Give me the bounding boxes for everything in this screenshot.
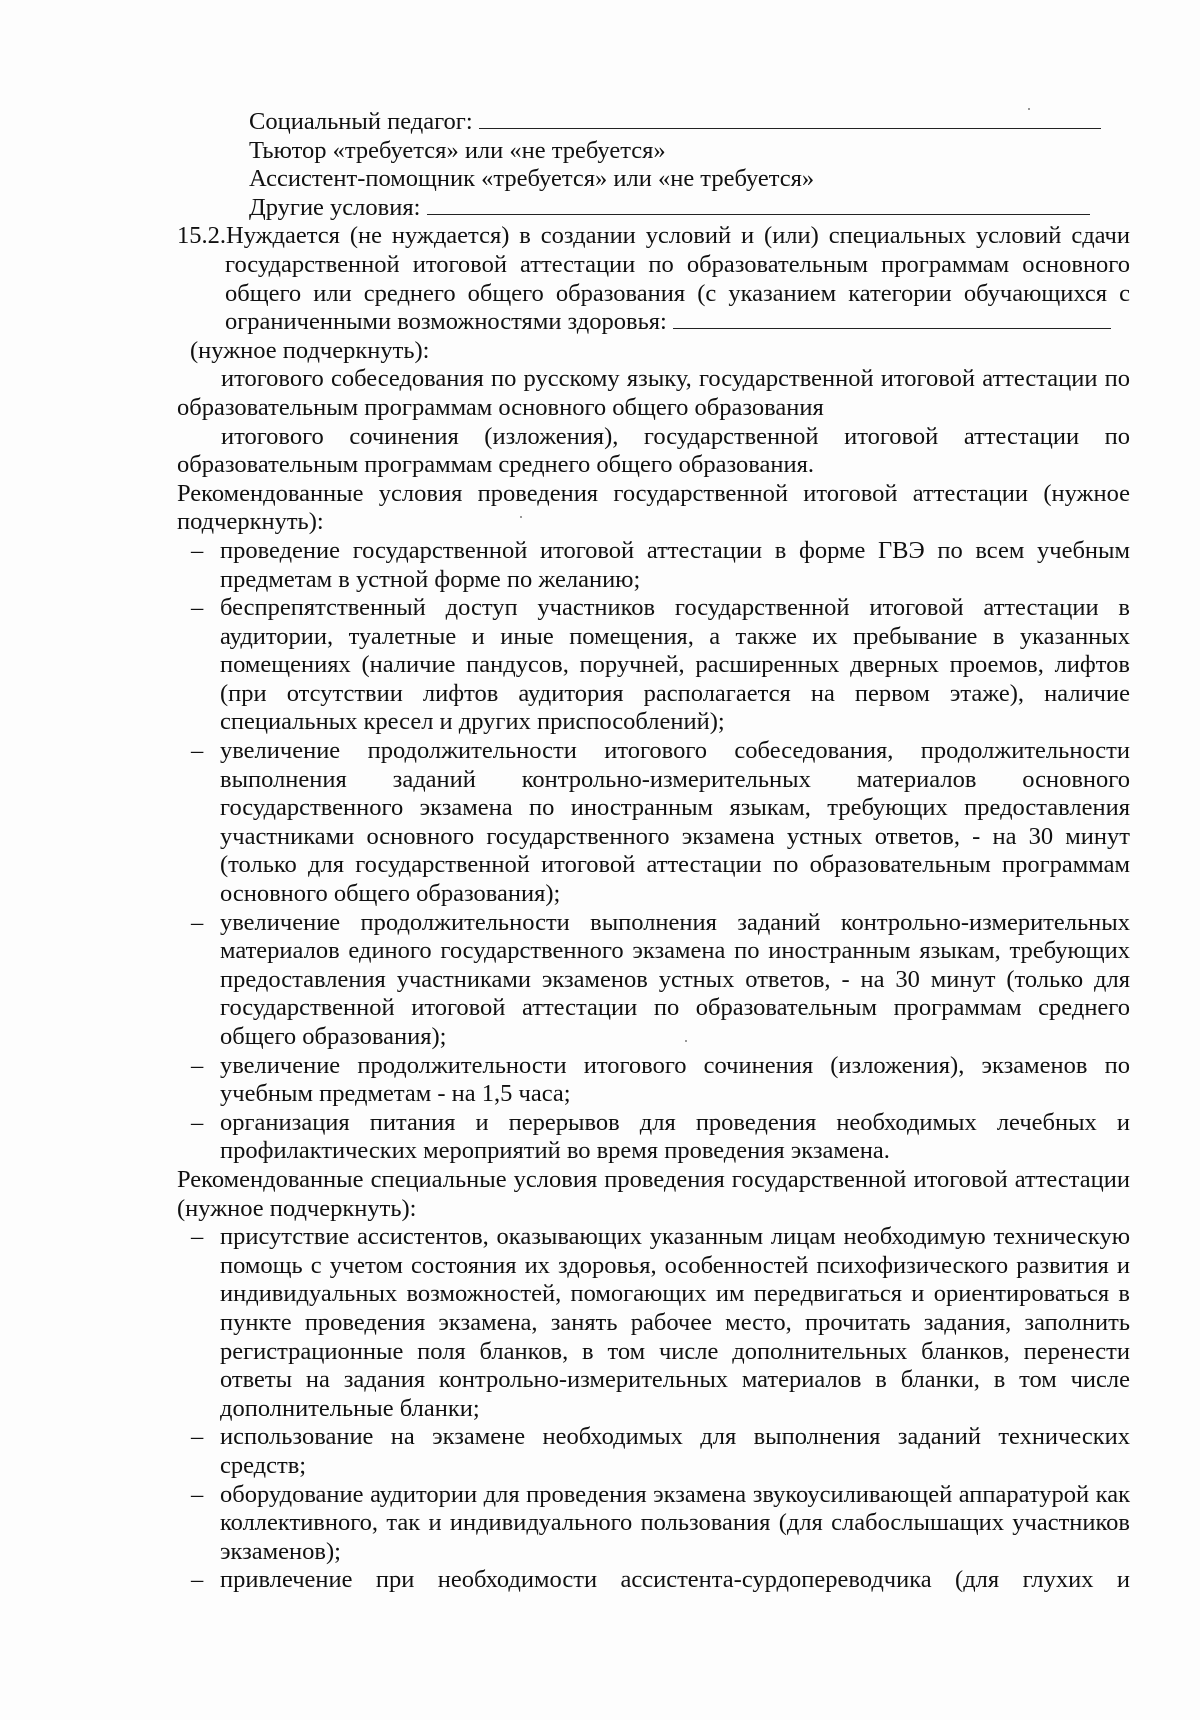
list-item-text: организация питания и перерывов для проведения необходимых лечебных и профилактических мероприятий во время проведения экзамена. (220, 1108, 1130, 1165)
list-item (177, 909, 1130, 1052)
underline-note: (нужное подчеркнуть): (190, 336, 430, 364)
dash-bullet: – (191, 1566, 204, 1594)
option-ege: итогового сочинения (изложения), государственной итоговой аттестации по образовательным программам среднего общего образования. (177, 422, 1130, 479)
list-item (177, 1109, 1130, 1166)
dash-bullet: – (191, 1423, 204, 1451)
recommended-conditions-list (177, 537, 1130, 1166)
special-conditions-heading: Рекомендованные специальные условия проведения государственной итоговой аттестации (нужное подчеркнуть): (177, 1165, 1130, 1222)
list-item-text: использование на экзамене необходимых для выполнения заданий технических средств; (220, 1423, 1130, 1479)
dash-bullet: – (191, 1051, 204, 1079)
social-pedagogue-field (249, 108, 1130, 137)
dash-bullet: – (191, 737, 204, 765)
health-category-blank (673, 308, 1111, 329)
other-conditions-label: Другие условия: (249, 193, 421, 221)
dash-bullet: – (191, 1223, 204, 1251)
assistant-label: Ассистент-помощник «требуется» или «не требуется» (249, 165, 815, 193)
other-conditions-blank (427, 194, 1090, 215)
list-item (177, 1423, 1130, 1480)
social-pedagogue-blank (479, 108, 1101, 129)
dash-bullet: – (191, 1480, 204, 1508)
document-body (177, 108, 1130, 1595)
list-item-text: присутствие ассистентов, оказывающих указанным лицам необходимую техническую помощь с учетом состояния их здоровья, особенностей психофизического развития и индивидуальных возможностей, помогающих им передвигаться и ориентироваться в пункте проведения экзамена, занять рабочее место, прочитать задания, заполнить регистрационные поля бланков, в том числе дополнительных бланков, перенести ответы на задания контрольно-измерительных материалов в бланки, в том числе дополнительные бланки; (220, 1223, 1130, 1422)
list-item-text: беспрепятственный доступ участников государственной итоговой аттестации в аудитории, туалетные и иные помещения, а также их пребывание в указанных помещениях (наличие пандусов, поручней, расширенных дверных проемов, лифтов (при отсутствии лифтов аудитория располагается на первом этаже), наличие специальных кресел и других приспособлений); (220, 594, 1130, 736)
section-15-2-first-line (177, 222, 1130, 251)
dash-bullet: – (191, 594, 204, 622)
list-item-text: оборудование аудитории для проведения экзамена звукоусиливающей аппаратурой как коллективного, так и индивидуального пользования (для слабослышащих участников экзаменов); (220, 1480, 1130, 1565)
tutor-label: Тьютор «требуется» или «не требуется» (249, 136, 666, 164)
recommended-conditions-heading: Рекомендованные условия проведения государственной итоговой аттестации (нужное подчеркнуть): (177, 479, 1130, 536)
tutor-field (249, 137, 1130, 166)
list-item-text: увеличение продолжительности выполнения заданий контрольно-измерительных материалов единого государственного экзамена по иностранным языкам, требующих предоставления участниками экзаменов устных ответов, - на 30 минут (только для государственной итоговой аттестации по образовательным программам среднего общего образования); (220, 908, 1130, 1050)
other-conditions-field (249, 194, 1130, 223)
list-item (177, 594, 1130, 737)
list-item (177, 1052, 1130, 1109)
dash-bullet: – (191, 908, 204, 936)
section-15-2 (177, 222, 1130, 336)
section-15-2-text (225, 251, 1130, 337)
list-item (177, 1566, 1130, 1595)
list-item (177, 737, 1130, 909)
list-item-text: проведение государственной итоговой аттестации в форме ГВЭ по всем учебным предметам в устной форме по желанию; (220, 536, 1130, 593)
section-15-2-rest: государственной итоговой аттестации по образовательным программам основного общего или среднего общего образования (с указанием категории обучающихся с ограниченными возможностями здоровья: (225, 250, 1130, 336)
list-item (177, 537, 1130, 594)
option-oge: итогового собеседования по русскому языку, государственной итоговой аттестации по образовательным программам основного общего образования (177, 365, 1130, 421)
list-item (177, 1481, 1130, 1567)
list-item-text: увеличение продолжительности итогового сочинения (изложения), экзаменов по учебным предметам - на 1,5 часа; (220, 1051, 1130, 1108)
dash-bullet: – (191, 536, 204, 564)
special-conditions-list (177, 1223, 1130, 1595)
social-pedagogue-label: Социальный педагог: (249, 108, 473, 135)
section-15-2-line1: Нуждается (не нуждается) в создании условий и (или) специальных условий сдачи (226, 222, 1130, 250)
list-item (177, 1223, 1130, 1423)
list-item-text: привлечение при необходимости ассистента-сурдопереводчика (для глухих и (220, 1566, 1130, 1594)
dash-bullet: – (191, 1108, 204, 1136)
list-item-text: увеличение продолжительности итогового собеседования, продолжительности выполнения заданий контрольно-измерительных материалов основного государственного экзамена по иностранным языкам, требующих предоставления участниками основного государственного экзамена устных ответов, - на 30 минут (только для государственной итоговой аттестации по образовательным программам основного общего образования); (220, 737, 1130, 908)
assistant-field (249, 165, 1130, 194)
section-number: 15.2. (177, 222, 226, 250)
